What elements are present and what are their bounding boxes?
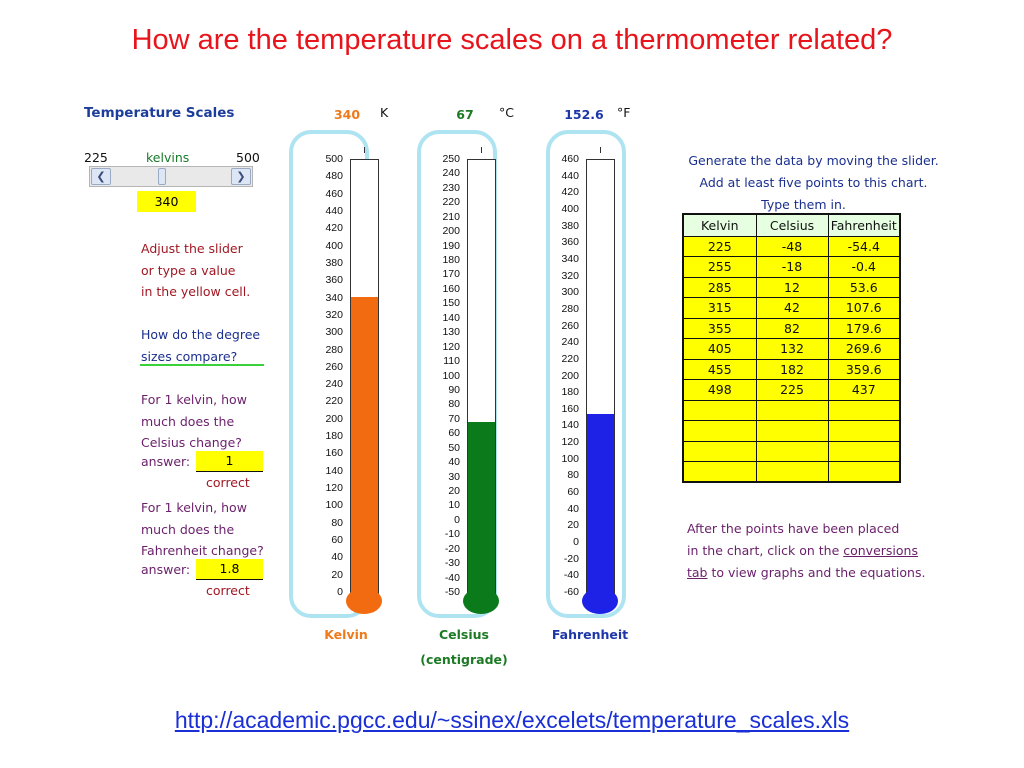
table-cell[interactable]: -0.4 [828, 257, 900, 278]
table-cell[interactable]: 179.6 [828, 318, 900, 339]
thermometer-fill [468, 422, 495, 595]
table-row [683, 441, 900, 462]
scale-tick-label: 120 [442, 340, 460, 353]
q1-answer-label: answer: [141, 454, 191, 469]
q2-answer-input[interactable]: 1.8 [196, 559, 263, 580]
scale-tick-label: 50 [448, 441, 460, 454]
table-cell[interactable]: 455 [683, 359, 756, 380]
table-outro [687, 518, 925, 584]
slider-max-label: 500 [236, 150, 260, 165]
thermo-unit: °F [617, 105, 631, 120]
q2-answer-label: answer: [141, 562, 191, 577]
scale-tick-label: 130 [442, 326, 460, 339]
table-cell[interactable]: 82 [756, 318, 828, 339]
scale-tick-label: 20 [331, 568, 343, 581]
col-header-celsius: Celsius [756, 214, 828, 236]
scale-tick-label: -40 [563, 569, 579, 582]
scale-tick-label: 80 [567, 469, 579, 482]
scale-tick-label: 240 [325, 378, 343, 391]
instruction-line: Adjust the slider [141, 241, 243, 256]
panel-title: Temperature Scales [84, 105, 235, 121]
table-cell[interactable] [683, 462, 756, 483]
degree-question [141, 324, 260, 367]
slider-left-arrow-icon[interactable]: ❮ [91, 168, 111, 185]
table-cell[interactable] [756, 462, 828, 483]
scale-tick-label: 300 [325, 326, 343, 339]
table-cell[interactable]: 182 [756, 359, 828, 380]
table-cell[interactable]: 285 [683, 277, 756, 298]
table-cell[interactable]: 269.6 [828, 339, 900, 360]
thermometer-fill [351, 297, 378, 595]
scale-tick-label: 360 [325, 274, 343, 287]
q2-line: much does the [141, 521, 235, 537]
thermometer-bulb [463, 588, 499, 614]
scale-tick-label: 140 [442, 311, 460, 324]
scale-tick-label: 250 [442, 153, 460, 165]
thermometer-name: Celsius [439, 627, 489, 642]
scale-tick-label: 170 [442, 268, 460, 281]
scale-tick-label: 320 [325, 308, 343, 321]
outro-text: in the chart, click on the [687, 543, 844, 558]
thermometer-top-mark [600, 147, 601, 153]
thermometer-top-mark [481, 147, 482, 153]
scale-tick-label: 260 [325, 360, 343, 373]
scale-tick-label: 0 [454, 513, 460, 526]
question-line: How do the degree [141, 327, 261, 342]
table-cell[interactable]: 107.6 [828, 298, 900, 319]
table-row [683, 462, 900, 483]
table-cell[interactable] [828, 441, 900, 462]
q2-text [141, 497, 264, 562]
col-header-kelvin: Kelvin [683, 214, 756, 236]
q1-answer-input[interactable]: 1 [196, 451, 263, 472]
scale-tick-label: 40 [331, 551, 343, 564]
instructions [141, 238, 250, 303]
thermo-unit: °C [499, 105, 514, 120]
kelvin-slider[interactable] [89, 166, 253, 187]
table-cell[interactable]: 225 [683, 236, 756, 257]
table-cell[interactable]: -48 [756, 236, 828, 257]
scale-tick-label: 80 [331, 516, 343, 529]
intro-line: Type them in. [761, 197, 846, 212]
table-cell[interactable]: 42 [756, 298, 828, 319]
scale-tick-label: -20 [444, 542, 460, 555]
table-cell[interactable] [756, 441, 828, 462]
scale-tick-label: -10 [444, 528, 460, 541]
scale-tick-label: -40 [444, 571, 460, 584]
table-row [683, 421, 900, 442]
outro-line: After the points have been placed [687, 521, 900, 536]
scale-tick-label: 30 [448, 470, 460, 483]
outro-line [687, 540, 925, 562]
scale-tick-label: 280 [325, 343, 343, 356]
outro-line [687, 562, 925, 584]
scale-tick-label: 60 [331, 534, 343, 547]
table-cell[interactable]: 355 [683, 318, 756, 339]
scale-tick-label: 380 [325, 256, 343, 269]
thermo-reading: 152.6 [564, 107, 604, 122]
scale-tick-label: 150 [442, 297, 460, 310]
table-cell[interactable]: 132 [756, 339, 828, 360]
q1-line: For 1 kelvin, how [141, 392, 247, 407]
thermo-reading: 340 [333, 107, 361, 122]
table-cell[interactable]: -54.4 [828, 236, 900, 257]
col-header-fahrenheit: Fahrenheit [828, 214, 900, 236]
scale-tick-label: 20 [567, 519, 579, 532]
scale-tick-label: 90 [448, 383, 460, 396]
scale-tick-label: 40 [567, 502, 579, 515]
scale-tick-label: 80 [448, 398, 460, 411]
scale-tick-label: 220 [442, 196, 460, 209]
scale-tick-label: 110 [443, 355, 460, 368]
thermometer-bulb [346, 588, 382, 614]
scale-tick-label: 0 [573, 536, 579, 549]
table-intro [686, 150, 941, 216]
scale-tick-label: 0 [337, 586, 343, 598]
thermometer-bulb [582, 588, 618, 614]
scale-tick-label: 340 [325, 291, 343, 304]
scale-tick-label: 60 [448, 427, 460, 440]
table-row [683, 359, 900, 380]
scale-tick-label: 190 [442, 239, 460, 252]
scale-tick-label: 440 [325, 204, 343, 217]
scale-tick-label: 480 [325, 170, 343, 183]
thermometer-tube [350, 159, 379, 596]
table-header-row [683, 214, 900, 236]
scale-tick-label: 260 [561, 319, 579, 332]
thermometer-top-mark [364, 147, 365, 153]
slide-title: How are the temperature scales on a thermometer related? [131, 24, 893, 56]
scale-tick-label: 20 [448, 484, 460, 497]
intro-line: Add at least five points to this chart. [699, 175, 928, 190]
table-cell[interactable]: 498 [683, 380, 756, 401]
scale-tick-label: 360 [561, 236, 579, 249]
table-cell[interactable]: 315 [683, 298, 756, 319]
scale-tick-label: 180 [325, 430, 343, 443]
slider-unit-label: kelvins [146, 150, 190, 165]
scale-tick-label: 100 [442, 369, 460, 382]
scale-tick-label: 400 [561, 202, 579, 215]
q2-line: For 1 kelvin, how [141, 500, 247, 515]
scale-tick-label: 100 [561, 452, 579, 465]
scale-tick-label: 180 [561, 386, 579, 399]
scale-tick-label: 70 [448, 412, 460, 425]
table-cell[interactable]: 437 [828, 380, 900, 401]
table-row [683, 318, 900, 339]
table-cell[interactable] [683, 400, 756, 421]
scale-tick-label: 40 [448, 456, 460, 469]
table-cell[interactable] [683, 441, 756, 462]
table-cell[interactable]: 225 [756, 380, 828, 401]
outro-text: to view graphs and the equations. [707, 565, 926, 580]
scale-tick-label: 240 [442, 167, 460, 180]
scale-tick-label: 460 [561, 153, 579, 165]
scale-tick-label: -20 [563, 552, 579, 565]
scale-tick-label: -60 [563, 586, 579, 598]
question-line: sizes compare? [141, 348, 238, 364]
data-table [682, 213, 901, 483]
table-row [683, 400, 900, 421]
scale-tick-label: 230 [442, 181, 460, 194]
q1-text [141, 389, 247, 454]
scale-tick-label: -30 [444, 557, 460, 570]
intro-line: Generate the data by moving the slider. [688, 153, 939, 168]
scale-tick-label: 460 [325, 187, 343, 200]
table-cell[interactable] [683, 421, 756, 442]
thermometer-fill [587, 414, 614, 595]
thermometer-name: Fahrenheit [551, 627, 629, 642]
divider [140, 364, 264, 366]
slider-thumb[interactable] [158, 168, 166, 185]
scale-tick-label: 60 [567, 486, 579, 499]
table-cell[interactable]: 12 [756, 277, 828, 298]
table-row [683, 380, 900, 401]
table-row [683, 339, 900, 360]
scale-tick-label: 120 [561, 436, 579, 449]
source-url-link[interactable]: http://academic.pgcc.edu/~ssinex/excelets/temperature_scales.xls [174, 707, 850, 733]
scale-tick-label: 440 [561, 169, 579, 182]
q1-feedback: correct [206, 475, 250, 490]
q1-line: Celsius change? [141, 435, 242, 450]
scale-tick-label: 400 [325, 239, 343, 252]
conversions-link[interactable]: conversions [843, 543, 918, 558]
table-cell[interactable]: -18 [756, 257, 828, 278]
scale-tick-label: 200 [325, 412, 343, 425]
table-row [683, 257, 900, 278]
scale-tick-label: 420 [325, 222, 343, 235]
scale-tick-label: 240 [561, 336, 579, 349]
table-row [683, 298, 900, 319]
table-cell[interactable] [828, 400, 900, 421]
scale-tick-label: 280 [561, 302, 579, 315]
scale-tick-label: 220 [561, 352, 579, 365]
thermo-unit: K [380, 105, 389, 120]
scale-tick-label: 10 [448, 499, 460, 512]
q2-feedback: correct [206, 583, 250, 598]
scale-tick-label: 220 [325, 395, 343, 408]
thermometer-tube [586, 159, 615, 596]
scale-tick-label: 380 [561, 219, 579, 232]
table-cell[interactable]: 53.6 [828, 277, 900, 298]
scale-tick-label: 140 [561, 419, 579, 432]
scale-tick-label: 210 [442, 210, 460, 223]
q2-line: Fahrenheit change? [141, 543, 264, 558]
scale-tick-label: 340 [561, 252, 579, 265]
scale-tick-label: 160 [561, 402, 579, 415]
scale-tick-label: 160 [442, 282, 460, 295]
thermometer-subname: (centigrade) [420, 652, 508, 667]
scale-tick-label: 200 [442, 225, 460, 238]
instruction-line: or type a value [141, 262, 236, 278]
table-cell[interactable] [756, 400, 828, 421]
table-cell[interactable]: 405 [683, 339, 756, 360]
table-cell[interactable] [828, 421, 900, 442]
q1-line: much does the [141, 413, 235, 429]
table-row [683, 236, 900, 257]
table-cell[interactable] [756, 421, 828, 442]
scale-tick-label: 200 [561, 369, 579, 382]
scale-tick-label: 100 [325, 499, 343, 512]
scale-tick-label: 140 [325, 464, 343, 477]
thermo-reading: 67 [456, 107, 474, 122]
scale-tick-label: 320 [561, 269, 579, 282]
scale-tick-label: 300 [561, 286, 579, 299]
tab-link[interactable]: tab [687, 565, 708, 580]
scale-tick-label: 420 [561, 186, 579, 199]
thermometer-tube [467, 159, 496, 596]
scale-tick-label: 160 [325, 447, 343, 460]
scale-tick-label: 180 [442, 254, 460, 267]
table-row [683, 277, 900, 298]
thermometer-name: Kelvin [324, 627, 368, 642]
scale-tick-label: 120 [325, 482, 343, 495]
table-cell[interactable]: 359.6 [828, 359, 900, 380]
table-cell[interactable]: 255 [683, 257, 756, 278]
scale-tick-label: -50 [444, 586, 460, 598]
slider-right-arrow-icon[interactable]: ❯ [231, 168, 251, 185]
table-cell[interactable] [828, 462, 900, 483]
kelvin-input-cell[interactable]: 340 [137, 191, 196, 212]
instruction-line: in the yellow cell. [141, 284, 251, 299]
scale-tick-label: 500 [325, 153, 343, 165]
slider-min-label: 225 [84, 150, 108, 165]
